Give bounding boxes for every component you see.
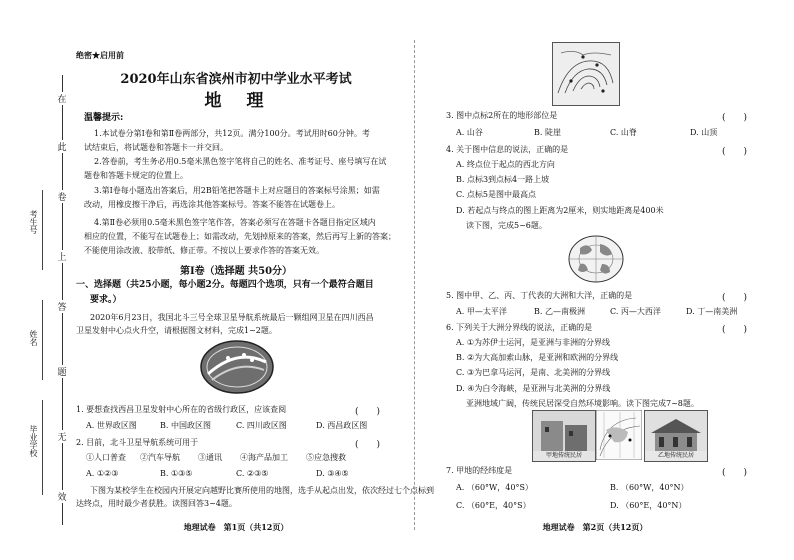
option[interactable]: D. 若起点与终点的图上距离为2厘米，则实地距离是400米 [456, 206, 664, 215]
question-5-stem: 5. 图中甲、乙、丙、丁代表的大洲和大洋，正确的是 [446, 291, 633, 300]
option[interactable]: A. ①②③ [86, 469, 119, 478]
option[interactable]: C. ②③⑤ [236, 469, 269, 478]
subject-title: 地 理 [204, 91, 268, 111]
option[interactable]: B. 点标3到点标4一路上坡 [456, 175, 550, 184]
statement-item: ⑤应急搜救 [306, 453, 346, 462]
tip-line: 2.答卷前，考生务必用0.5毫米黑色签字笔将自己的姓名、准考证号、座号填写在试 [94, 157, 387, 166]
instruction-text: 读下图，完成5~6题。 [466, 221, 547, 230]
answer-parentheses[interactable]: ( ) [722, 325, 748, 335]
question-2-stem: 2. 目前，北斗卫星导航系统可用于 [76, 438, 199, 447]
asia-map-figure [596, 410, 642, 460]
option[interactable]: B. 中国政区图 [160, 421, 211, 430]
option[interactable]: D. ③④⑤ [316, 469, 349, 478]
answer-parentheses[interactable]: ( ) [355, 440, 381, 450]
answer-parentheses[interactable]: ( ) [722, 468, 748, 478]
seal-char: 效 [56, 490, 68, 503]
tip-line: 试结束后，将试题卷和答题卡一并交回。 [84, 143, 228, 152]
candidate-number-field[interactable] [42, 190, 43, 270]
option[interactable]: C. （60°E，40°S） [456, 501, 531, 510]
photo-caption: 甲地传统民居 [533, 451, 595, 461]
option[interactable]: C. 点标5是图中最高点 [456, 190, 537, 199]
tip-line: 3.第Ⅰ卷每小题选出答案后，用2B铅笔把答题卡上对应题目的答案标号涂黑；如需 [94, 186, 380, 195]
statement-item: ②汽车导航 [140, 453, 180, 462]
answer-parentheses[interactable]: ( ) [722, 147, 748, 157]
seal-char: 卷 [56, 190, 68, 203]
seal-char: 此 [56, 140, 68, 153]
name-field[interactable] [42, 300, 43, 380]
option[interactable]: B. 陡崖 [534, 128, 561, 137]
option[interactable]: C. 山脊 [610, 128, 637, 137]
school-label: 毕业学校 [29, 425, 38, 457]
option[interactable]: B. ①③⑤ [160, 469, 193, 478]
option[interactable]: C. 丙—大西洋 [610, 307, 661, 316]
option[interactable]: A. ①为苏伊士运河，是亚洲与非洲的分界线 [456, 338, 611, 347]
option[interactable]: A. （60°W，40°S） [456, 483, 533, 492]
house-photo-jia [532, 410, 596, 462]
question-1-stem: 1. 要想查找西昌卫星发射中心所在的省级行政区，应该查阅 [76, 405, 287, 414]
statement-item: ③通讯 [198, 453, 222, 462]
question-6-stem: 6. 下列关于大洲分界线的说法，正确的是 [446, 323, 593, 332]
answer-parentheses[interactable]: ( ) [722, 293, 748, 303]
tip-line: 不能使用涂改液、胶带纸、修正带。不按以上要求作答的答案无效。 [84, 246, 324, 255]
statement-item: ①人口普查 [86, 453, 126, 462]
answer-parentheses[interactable]: ( ) [355, 407, 381, 417]
option[interactable]: D. 西昌政区图 [316, 421, 368, 430]
school-field[interactable] [42, 400, 43, 495]
tip-line: 4.第Ⅱ卷必须用0.5毫米黑色签字笔作答，答案必须写在答题卡各题目指定区域内 [94, 218, 376, 227]
question-7-stem: 7. 甲地的经纬度是 [446, 466, 513, 475]
exam-title: 2020年山东省滨州市初中学业水平考试 [120, 72, 352, 87]
tips-title: 温馨提示: [84, 113, 124, 123]
page-footer: 地理试卷 第2页（共12页） [542, 522, 648, 532]
seal-char: 上 [56, 250, 68, 263]
name-label: 姓名 [29, 330, 38, 346]
photo-caption: 乙地传统民居 [645, 451, 707, 461]
statement-item: ④海产品加工 [240, 453, 288, 462]
option[interactable]: D. （60°E，40°N） [610, 501, 687, 510]
tip-line: 1.本试卷分第Ⅰ卷和第Ⅱ卷两部分，共12页。满分100分。考试用时60分钟。考 [94, 129, 370, 138]
option[interactable]: A. 山谷 [456, 128, 483, 137]
tip-line: 相应的位置，不能写在试题卷上；如需改动，先划掉原来的答案，然后再写上新的答案； [84, 232, 396, 241]
intro-text: 下图为某校学生在校园内开展定向越野比赛所使用的地图，选手从起点出发，依次经过七个点标到 [90, 486, 434, 495]
question-4-stem: 4. 关于图中信息的说法，正确的是 [446, 145, 569, 154]
option[interactable]: B. 乙—南极洲 [534, 307, 585, 316]
option[interactable]: C. 四川政区图 [236, 421, 287, 430]
page-divider [414, 40, 415, 530]
option[interactable]: D. 丁—南美洲 [686, 307, 738, 316]
world-polar-map-figure [566, 234, 626, 284]
seal-char: 在 [56, 92, 68, 105]
house-photo-yi [644, 410, 708, 462]
question-3-stem: 3. 图中点标2所在的地形部位是 [446, 111, 558, 120]
option[interactable]: B. （60°W，40°N） [610, 483, 689, 492]
tip-line: 改动，用橡皮擦干净后，再选涂其他答案标号。答案不能答在试题卷上。 [84, 200, 340, 209]
section-title: 第Ⅰ卷（选择题 共50分） [179, 266, 293, 277]
option[interactable]: A. 终点位于起点的西北方向 [456, 160, 555, 169]
page-footer: 地理试卷 第1页（共12页） [183, 522, 289, 532]
option[interactable]: C. ③为巴拿马运河，是南、北美洲的分界线 [456, 368, 611, 377]
option[interactable]: D. ④为白令海峡，是亚洲与北美洲的分界线 [456, 384, 611, 393]
instruction-text: 亚洲地域广阔，传统民居深受自然环境影响。读下图完成7~8题。 [466, 399, 699, 408]
part-title: 一、选择题（共25小题，每小题2分。每题四个选项，只有一个最符合题目 [76, 280, 374, 290]
option[interactable]: A. 世界政区图 [86, 421, 137, 430]
beidou-logo [198, 338, 276, 396]
contour-map-figure [552, 42, 620, 106]
seal-char: 答 [56, 300, 68, 313]
seal-char: 题 [56, 365, 68, 378]
option[interactable]: D. 山顶 [690, 128, 718, 137]
secret-mark: 绝密★启用前 [76, 50, 124, 60]
part-title-cont: 要求。） [90, 295, 122, 305]
option[interactable]: B. ②为大高加索山脉，是亚洲和欧洲的分界线 [456, 353, 619, 362]
candidate-number-label: 考生号 [29, 210, 38, 234]
tip-line: 题卷和答题卡规定的位置上。 [84, 171, 188, 180]
answer-parentheses[interactable]: ( ) [722, 113, 748, 123]
intro-text: 卫星发射中心点火升空，请根据图文材料，完成1~2题。 [76, 326, 277, 335]
seal-char: 无 [56, 430, 68, 443]
intro-text: 2020年6月23日，我国北斗三号全球卫星导航系统最后一颗组网卫星在四川西昌 [90, 313, 374, 322]
intro-text: 达终点，用时最少者获胜。读图回答3~4题。 [76, 499, 237, 508]
option[interactable]: A. 甲—太平洋 [456, 307, 507, 316]
